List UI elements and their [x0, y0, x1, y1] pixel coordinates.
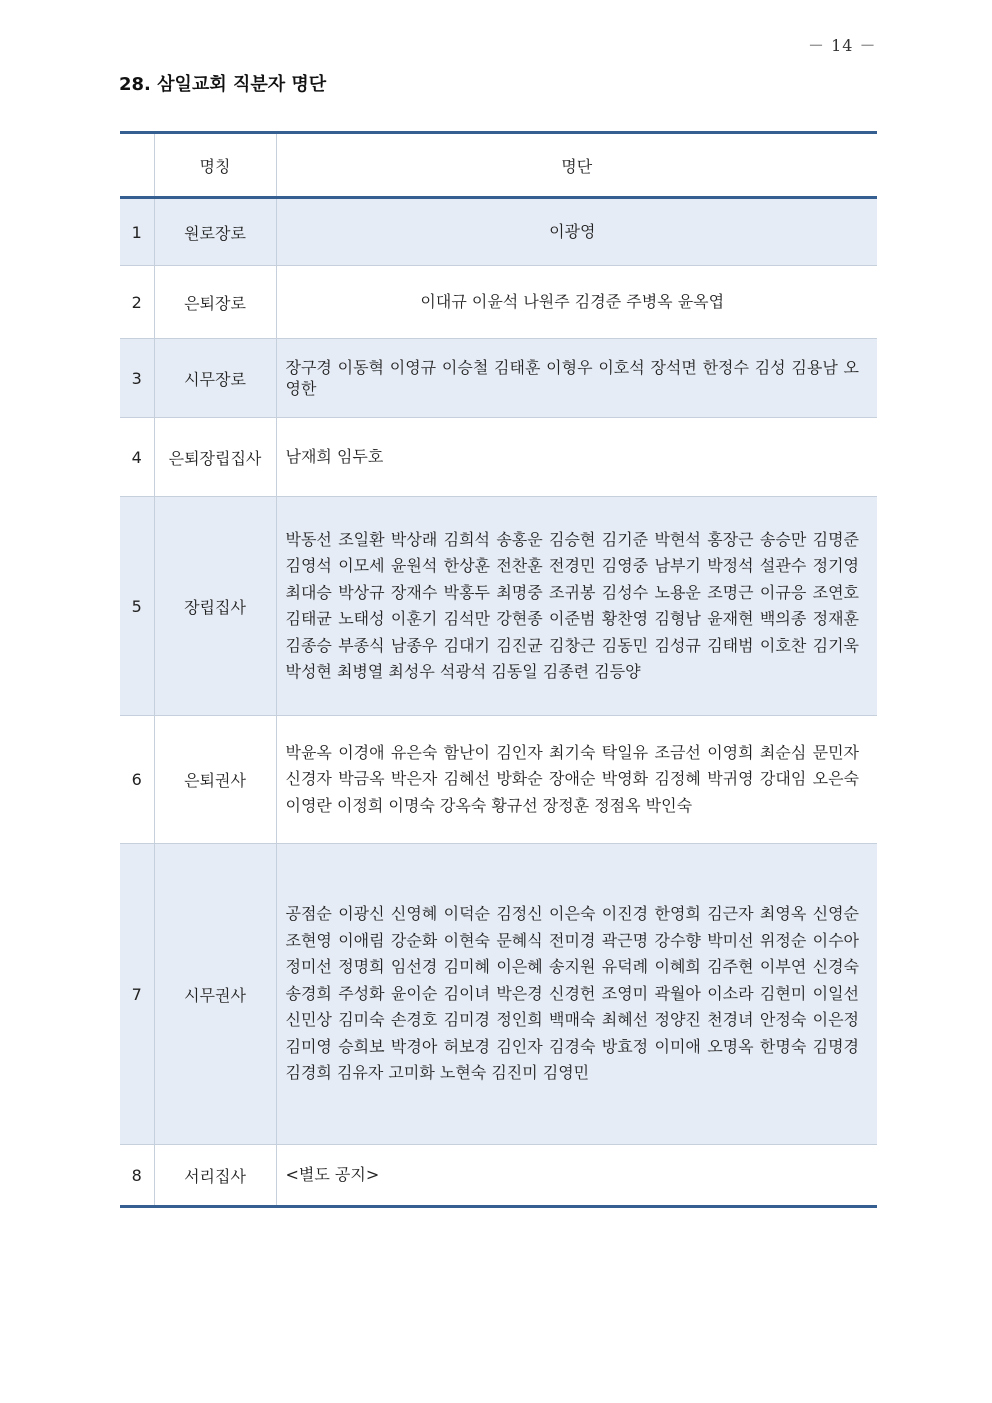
header-names: 명단	[276, 133, 877, 198]
office-title: 은퇴권사	[154, 716, 276, 844]
header-title: 명칭	[154, 133, 276, 198]
row-number: 2	[120, 266, 154, 339]
row-number: 4	[120, 418, 154, 497]
row-number: 7	[120, 844, 154, 1145]
office-title: 은퇴장립집사	[154, 418, 276, 497]
document-title: 28. 삼일교회 직분자 명단	[119, 74, 327, 95]
member-names: 공점순 이광신 신영혜 이덕순 김정신 이은숙 이진경 한영희 김근자 최영옥 신영순 조현영 이애림 강순화 이현숙 문혜식 전미경 곽근명 강수향 박미선 위정순 이수아 정미선 정명희 임선경 김미혜 이은혜 송지원 유덕례 이혜희 김주현 이부연 신경숙 송경희 주성화 윤이순 김이녀 박은경 신경헌 조영미 곽월아 이소라 김현미 이일선 신민상 김미숙 손경호 김미경 정인희 백매숙 최혜선 정양진 천경녀 안정숙 이은정 김미영 승희보 박경아 허보경 김인자 김경숙 방효정 이미애 오명옥 한명숙 김명경 김경희 김유자 고미화 노현숙 김진미 김영민	[276, 844, 877, 1145]
table-row	[120, 198, 877, 266]
member-names: <별도 공지>	[276, 1145, 877, 1207]
table-row	[120, 266, 877, 339]
table-row	[120, 716, 877, 844]
table-header-row	[120, 133, 877, 198]
member-names: 장구경 이동혁 이영규 이승철 김태훈 이형우 이호석 장석면 한정수 김성 김용남 오영한	[276, 339, 877, 418]
member-names: 남재희 임두호	[276, 418, 877, 497]
row-number: 3	[120, 339, 154, 418]
office-title: 원로장로	[154, 198, 276, 266]
row-number: 8	[131, 1165, 142, 1185]
row-number: 1	[120, 198, 154, 266]
table-row	[120, 844, 877, 1145]
member-names: 박윤옥 이경애 유은숙 함난이 김인자 최기숙 탁일유 조금선 이영희 최순심 문민자 신경자 박금옥 박은자 김혜선 방화순 장애순 박영화 김정혜 박귀영 강대임 오은숙 이영란 이정희 이명숙 강옥숙 황규선 장정훈 정점옥 박인숙	[276, 716, 877, 844]
table-row	[120, 1145, 877, 1207]
table-row	[120, 339, 877, 418]
table-row	[120, 418, 877, 497]
member-names: 이대규 이윤석 나원주 김경준 주병옥 윤옥엽	[276, 266, 877, 339]
row-number: 5	[120, 497, 154, 716]
member-names: 이광영	[276, 198, 877, 266]
table-row	[120, 497, 877, 716]
row-number: 6	[120, 716, 154, 844]
member-names: 박동선 조일환 박상래 김희석 송홍운 김승현 김기준 박현석 홍장근 송승만 김명준 김영석 이모세 윤원석 한상훈 전찬훈 전경민 김영중 남부기 박정석 설관수 정기영 최대승 박상규 장재수 박홍두 최명중 조귀봉 김성수 노용운 조명근 이규응 조연호 김태균 노태성 이훈기 김석만 강현종 이준범 황찬영 김형남 윤재현 백의종 정재훈 김종승 부종식 남종우 김대기 김진균 김창근 김동민 김성규 김태범 이호찬 김기욱 박성현 최병열 최성우 석광석 김동일 김종련 김등양	[276, 497, 877, 716]
office-title: 서리집사	[154, 1145, 276, 1207]
office-title: 은퇴장로	[154, 266, 276, 339]
office-title: 시무장로	[154, 339, 276, 418]
header-no	[120, 133, 154, 198]
office-title: 장립집사	[154, 497, 276, 716]
officer-roster-table	[120, 131, 877, 1208]
office-title: 시무권사	[154, 844, 276, 1145]
page-number: － 14 －	[808, 36, 877, 55]
